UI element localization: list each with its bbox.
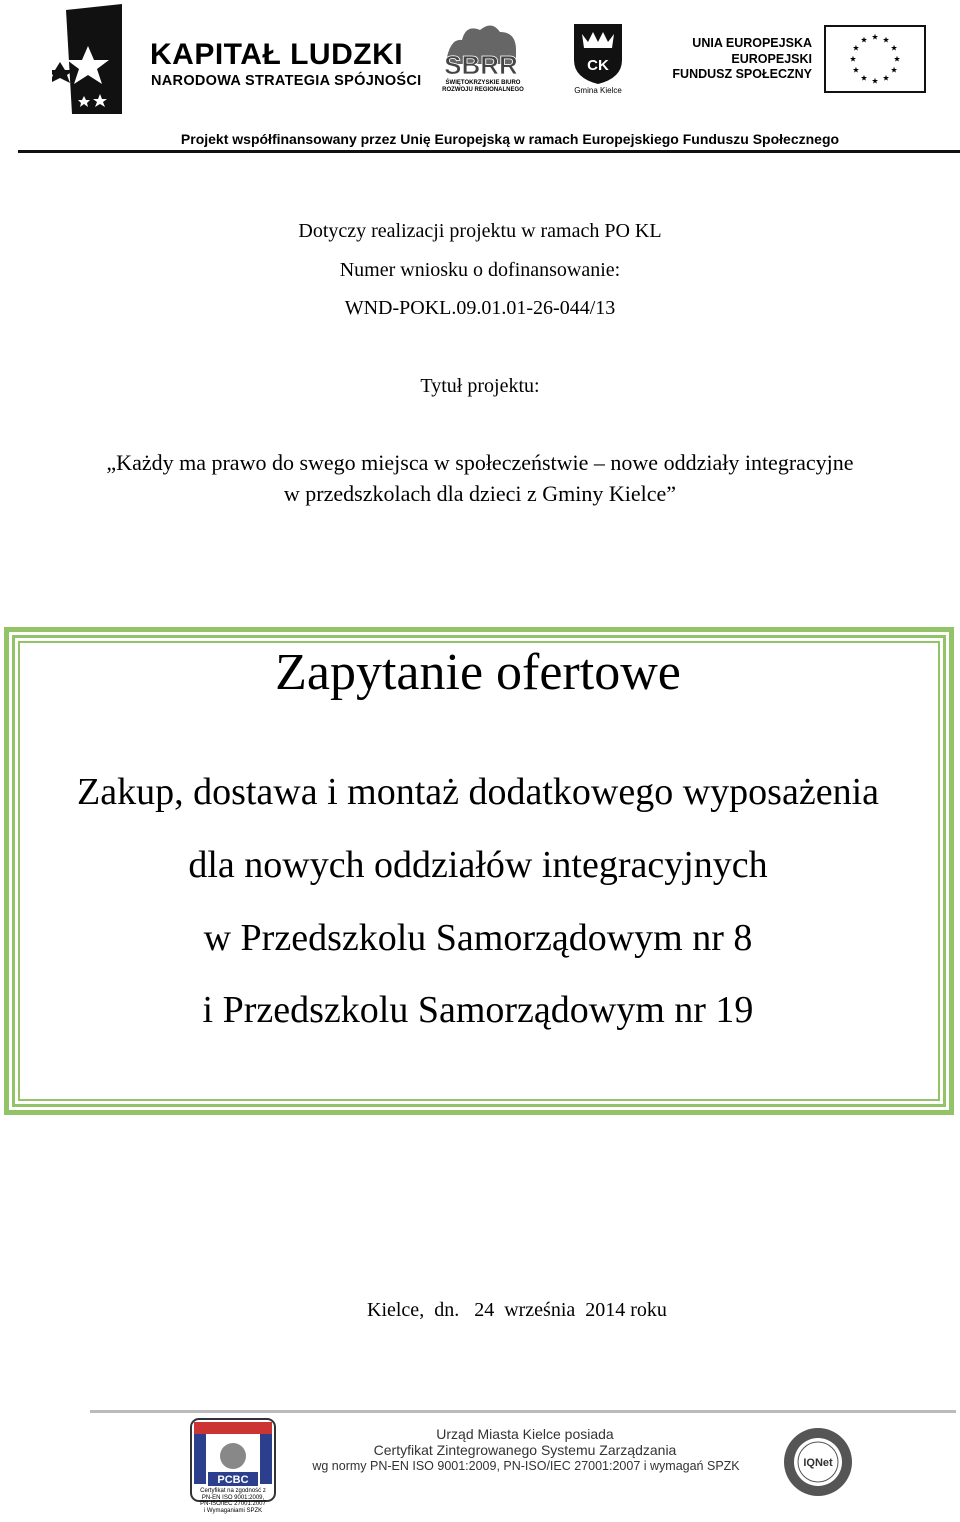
footer-line3: wg normy PN-EN ISO 9001:2009, PN-ISO/IEC 27001:2007 i wymagań SPZK bbox=[312, 1459, 740, 1473]
subject-line2: dla nowych oddziałów integracyjnych bbox=[188, 844, 768, 886]
iqnet-certified-icon bbox=[782, 1426, 854, 1498]
application-number: WND-POKL.09.01.01-26-044/13 bbox=[344, 297, 616, 319]
kapital-ludzki-title: KAPITAŁ LUDZKI bbox=[150, 38, 404, 71]
document-heading: Zapytanie ofertowe bbox=[275, 644, 681, 701]
application-number-label: Numer wniosku o dofinansowanie: bbox=[339, 259, 621, 281]
project-context-line: Dotyczy realizacji projektu w ramach PO KL bbox=[298, 220, 662, 242]
pcbc-logo-text: PCBC bbox=[217, 1474, 249, 1486]
eu-line3: FUNDUSZ SPOŁECZNY bbox=[672, 67, 812, 81]
place-and-date: Kielce, dn. 24 września 2014 roku bbox=[367, 1299, 667, 1321]
header-divider bbox=[18, 150, 960, 153]
footer-line1: Urząd Miasta Kielce posiada bbox=[436, 1426, 614, 1442]
sbrr-logo-text: SBRR bbox=[444, 50, 518, 80]
gmina-kielce-caption: Gmina Kielce bbox=[574, 86, 622, 95]
project-title-line2: w przedszkolach dla dzieci z Gminy Kielce” bbox=[283, 481, 677, 506]
gmina-kielce-crest-icon bbox=[572, 22, 624, 84]
sbrr-subtitle bbox=[437, 80, 529, 94]
iqnet-logo-text: IQNet bbox=[803, 1457, 833, 1469]
footer-divider bbox=[90, 1410, 956, 1413]
eu-line2: EUROPEJSKI bbox=[731, 52, 812, 66]
sbrr-subtitle-line1: ŚWIĘTOKRZYSKIE BIURO bbox=[445, 80, 521, 86]
pcbc-cert-line3: PN-ISO/IEC 27001:2007 bbox=[200, 1501, 266, 1507]
pcbc-cert-line2: PN-EN ISO 9001:2009, bbox=[201, 1494, 265, 1501]
project-title-label: Tytuł projektu: bbox=[420, 375, 540, 397]
eu-line1: UNIA EUROPEJSKA bbox=[692, 36, 812, 50]
project-title-line1: „Każdy ma prawo do swego miejsca w społeczeństwie – nowe oddziały integracyjne bbox=[106, 450, 854, 475]
pcbc-cert-line1: Certyfikat na zgodność z bbox=[200, 1488, 266, 1494]
kapital-ludzki-icon bbox=[52, 4, 122, 114]
subject-line3: w Przedszkolu Samorządowym nr 8 bbox=[203, 917, 753, 959]
kapital-ludzki-subtitle: NARODOWA STRATEGIA SPÓJNOŚCI bbox=[151, 73, 422, 89]
eu-flag-icon bbox=[824, 25, 926, 93]
pcbc-certificate-caption bbox=[192, 1488, 274, 1514]
ck-logo-text: CK bbox=[587, 57, 609, 74]
pcbc-cert-line4: i Wymaganiami SPZK bbox=[203, 1507, 263, 1514]
sbrr-subtitle-line2: ROZWOJU REGIONALNEGO bbox=[442, 87, 524, 93]
subject-line1: Zakup, dostawa i montaż dodatkowego wyposażenia bbox=[77, 771, 879, 813]
cofinancing-statement: Projekt współfinansowany przez Unię Europejską w ramach Europejskiego Funduszu Społecznego bbox=[180, 131, 840, 147]
subject-line4: i Przedszkolu Samorządowym nr 19 bbox=[202, 989, 754, 1031]
footer-line2: Certyfikat Zintegrowanego Systemu Zarządzania bbox=[373, 1442, 677, 1458]
